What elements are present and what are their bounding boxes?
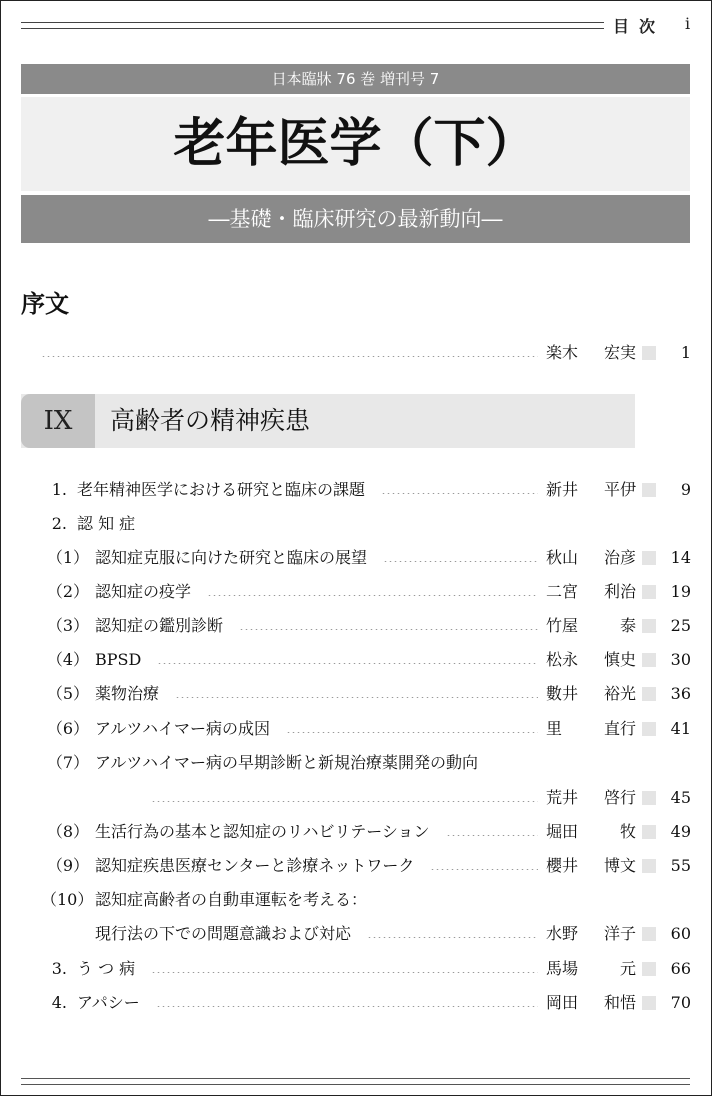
- entry-title: アルツハイマー病の成因: [95, 719, 271, 738]
- author-family-name: 里: [546, 719, 563, 738]
- square-marker-icon: [642, 962, 656, 976]
- author-given-name: 平伊: [603, 480, 636, 499]
- entry-title: 現行法の下での問題意識および対応: [95, 924, 352, 943]
- author-given-name: 牧: [619, 822, 636, 841]
- square-marker-icon: [642, 722, 656, 736]
- author-given-name: 治彦: [603, 548, 636, 567]
- page-number: 70: [670, 993, 691, 1012]
- square-marker-icon: [642, 859, 656, 873]
- author-family-name: 馬場: [546, 959, 579, 978]
- page-number: 55: [670, 856, 691, 875]
- author-family-name: 岡田: [546, 993, 579, 1012]
- page-number: 19: [670, 582, 691, 601]
- entry-title: 薬物治療: [95, 684, 160, 703]
- toc-entry[interactable]: [1, 748, 712, 778]
- author-given-name: 慎史: [603, 650, 636, 669]
- author-family-name: 荒井: [546, 788, 579, 807]
- page-number: 30: [670, 650, 691, 669]
- author-family-name: 松永: [546, 650, 579, 669]
- toc-entry[interactable]: [1, 851, 712, 881]
- leader-dots: [239, 629, 538, 630]
- toc-entry[interactable]: [1, 714, 712, 744]
- footer-rule: [21, 1084, 690, 1085]
- toc-entry[interactable]: [1, 577, 712, 607]
- entry-number: （8）: [46, 822, 89, 841]
- main-title: 老年医学（下）: [21, 97, 690, 191]
- section-number: IX: [21, 394, 95, 448]
- entry-number: （6）: [46, 719, 89, 738]
- leader-dots: [446, 835, 538, 836]
- subtitle: ―基礎・臨床研究の最新動向―: [21, 195, 690, 243]
- author-given-name: 泰: [619, 616, 636, 635]
- leader-dots: [383, 561, 538, 562]
- author-given-name: 利治: [603, 582, 636, 601]
- author-given-name: 洋子: [603, 924, 636, 943]
- toc-entry[interactable]: [1, 509, 712, 539]
- square-marker-icon: [642, 791, 656, 805]
- square-marker-icon: [642, 996, 656, 1010]
- page-number: 1: [680, 343, 691, 362]
- entry-number: 2.: [51, 514, 67, 533]
- entry-title: BPSD: [95, 650, 142, 669]
- author-given-name: 啓行: [603, 788, 636, 807]
- entry-number: （3）: [46, 616, 89, 635]
- entry-title: う つ 病: [77, 959, 136, 978]
- author-family-name: 新井: [546, 480, 579, 499]
- entry-title: アルツハイマー病の早期診断と新規治療薬開発の動向: [95, 753, 479, 772]
- author-family-name: 二宮: [546, 582, 579, 601]
- page-number: 60: [670, 924, 691, 943]
- square-marker-icon: [642, 927, 656, 941]
- leader-dots: [286, 732, 538, 733]
- page-number: 49: [670, 822, 691, 841]
- entry-title: 認知症の鑑別診断: [95, 616, 224, 635]
- entry-title: 認知症高齢者の自動車運転を考える：: [95, 890, 368, 909]
- page-number: 9: [680, 480, 691, 499]
- toc-entry[interactable]: [1, 645, 712, 675]
- footer-rule: [21, 1078, 690, 1079]
- toc-entry[interactable]: [1, 919, 712, 949]
- leader-dots: [151, 801, 538, 802]
- author-family-name: 楽木: [546, 343, 579, 362]
- toc-entry[interactable]: [1, 611, 712, 641]
- entry-number: （10）: [41, 890, 94, 909]
- leader-dots: [207, 595, 538, 596]
- section-heading: [21, 394, 635, 448]
- toc-entry[interactable]: [1, 783, 712, 813]
- entry-number: 3.: [51, 959, 67, 978]
- entry-number: （7）: [46, 753, 89, 772]
- author-family-name: 竹屋: [546, 616, 579, 635]
- leader-dots: [430, 869, 538, 870]
- author-given-name: 和悟: [603, 993, 636, 1012]
- page-number: 36: [670, 684, 691, 703]
- header-page-number: i: [685, 14, 691, 33]
- page-number: 66: [670, 959, 691, 978]
- author-family-name: 數井: [546, 684, 579, 703]
- author-given-name: 宏実: [603, 343, 636, 362]
- section-title: 高齢者の精神疾患: [110, 406, 311, 435]
- toc-entry[interactable]: [1, 988, 712, 1018]
- leader-dots: [175, 697, 538, 698]
- toc-entry[interactable]: [1, 954, 712, 984]
- author-given-name: 元: [619, 959, 636, 978]
- square-marker-icon: [642, 687, 656, 701]
- page-number: 25: [670, 616, 691, 635]
- entry-number: （9）: [46, 856, 89, 875]
- entry-number: 1.: [51, 480, 67, 499]
- entry-title: 認知症の疫学: [95, 582, 192, 601]
- leader-dots: [381, 493, 538, 494]
- preface-entry[interactable]: [1, 338, 712, 368]
- toc-entry[interactable]: [1, 885, 712, 915]
- entry-title: 認知症克服に向けた研究と臨床の展望: [95, 548, 368, 567]
- entry-title: 老年精神医学における研究と臨床の課題: [77, 480, 366, 499]
- entry-title: 生活行為の基本と認知症のリハビリテーション: [95, 822, 430, 841]
- toc-entry[interactable]: [1, 679, 712, 709]
- entry-title: 認 知 症: [77, 514, 136, 533]
- square-marker-icon: [642, 653, 656, 667]
- entry-number: （4）: [46, 650, 89, 669]
- header-rule: [21, 28, 604, 29]
- author-family-name: 水野: [546, 924, 579, 943]
- preface-heading: 序文: [21, 290, 69, 318]
- entry-title: 認知症疾患医療センターと診療ネットワーク: [95, 856, 415, 875]
- header-rule: [21, 22, 604, 23]
- header-label: 目次: [613, 17, 666, 36]
- leader-dots: [41, 356, 538, 357]
- square-marker-icon: [642, 346, 656, 360]
- author-given-name: 裕光: [603, 684, 636, 703]
- journal-line: 日本臨牀 76 巻 増刊号 7: [21, 64, 690, 94]
- entry-number: （5）: [46, 684, 89, 703]
- square-marker-icon: [642, 825, 656, 839]
- square-marker-icon: [642, 619, 656, 633]
- toc-entry[interactable]: [1, 817, 712, 847]
- page-number: 14: [670, 548, 691, 567]
- entry-title: アパシー: [77, 993, 140, 1012]
- entry-number: （1）: [46, 548, 89, 567]
- page-number: 45: [670, 788, 691, 807]
- leader-dots: [157, 663, 538, 664]
- author-family-name: 櫻井: [546, 856, 579, 875]
- square-marker-icon: [642, 551, 656, 565]
- leader-dots: [367, 937, 538, 938]
- toc-entry[interactable]: [1, 475, 712, 505]
- author-given-name: 博文: [603, 856, 636, 875]
- leader-dots: [156, 1006, 538, 1007]
- entry-number: 4.: [51, 993, 67, 1012]
- leader-dots: [151, 972, 538, 973]
- author-family-name: 堀田: [546, 822, 579, 841]
- author-family-name: 秋山: [546, 548, 579, 567]
- square-marker-icon: [642, 585, 656, 599]
- page-number: 41: [670, 719, 691, 738]
- square-marker-icon: [642, 483, 656, 497]
- entry-number: （2）: [46, 582, 89, 601]
- toc-entry[interactable]: [1, 543, 712, 573]
- author-given-name: 直行: [603, 719, 636, 738]
